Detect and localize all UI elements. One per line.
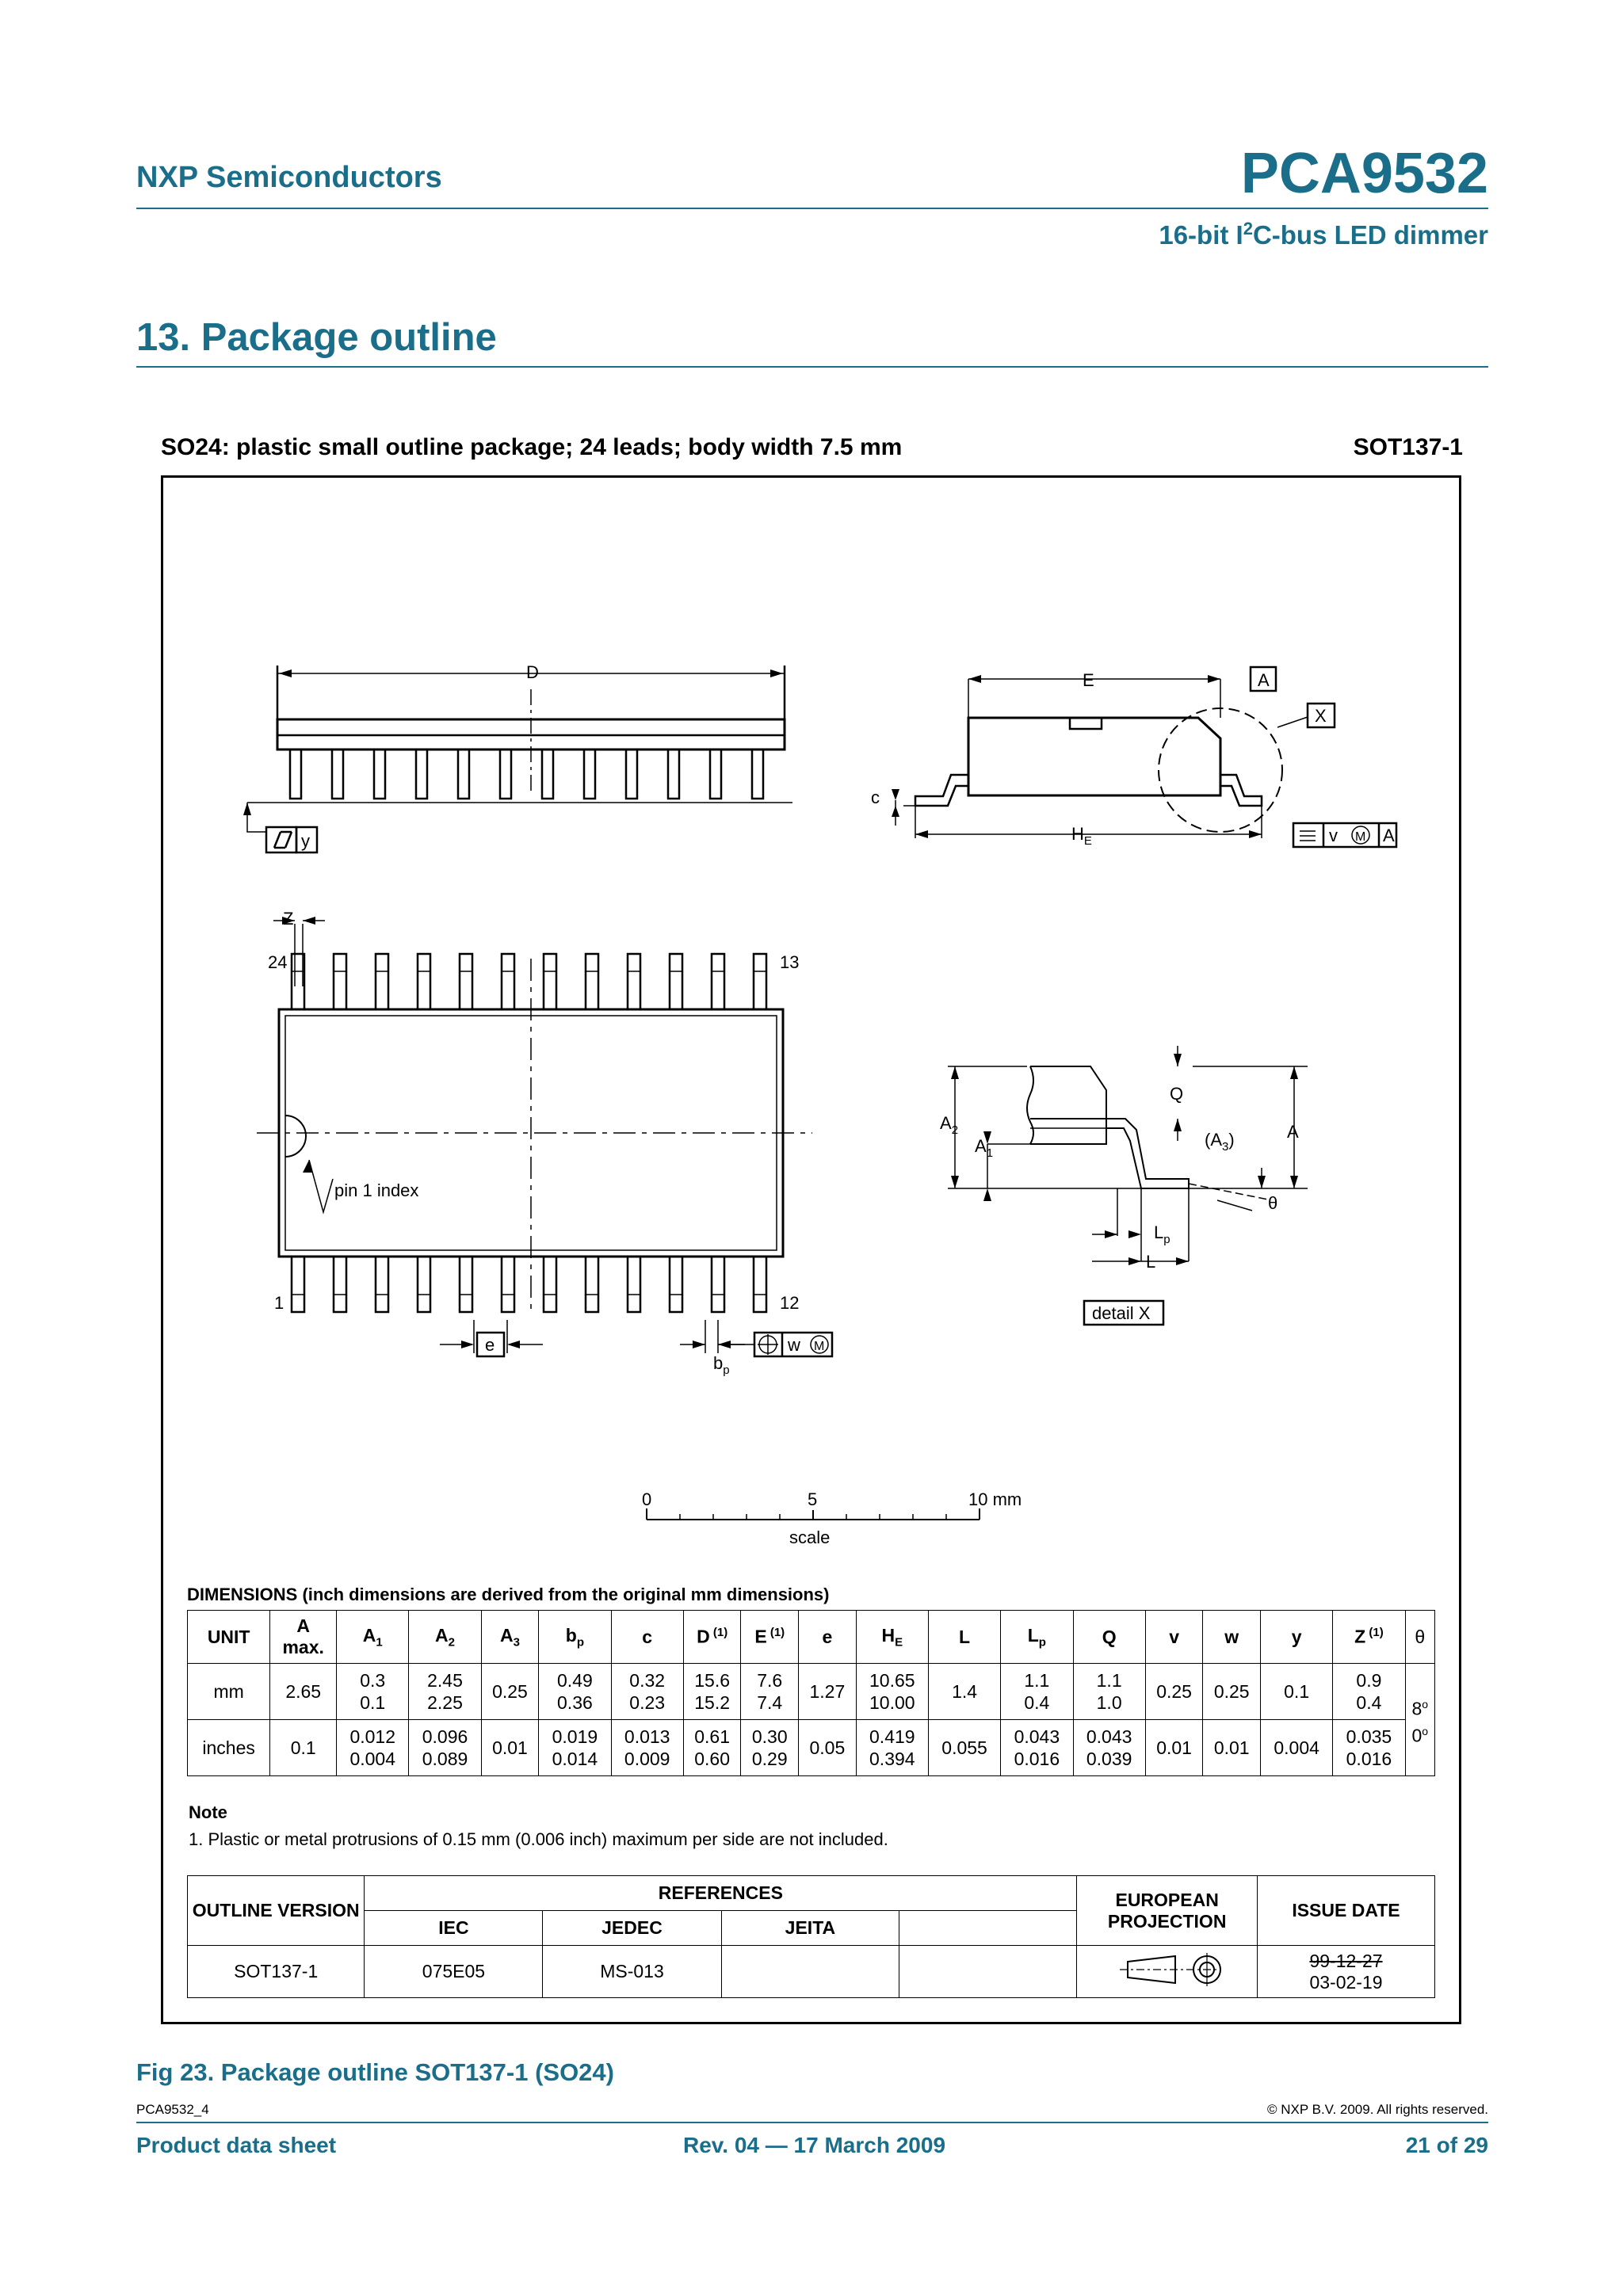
dim-cell: inches [188, 1720, 270, 1776]
section-title: 13. Package outline [136, 316, 497, 359]
label-c: c [871, 788, 880, 807]
first-angle-projection-icon [1088, 1950, 1247, 1989]
dim-cell: 0.01 [1145, 1720, 1203, 1776]
references-header: REFERENCES [365, 1876, 1077, 1911]
label-e: e [485, 1335, 495, 1355]
bottom-lead [544, 1257, 556, 1312]
bottom-lead [418, 1257, 430, 1312]
dim-header-cell: y [1261, 1611, 1333, 1664]
side-lead [416, 749, 427, 799]
dim-cell: 10.65 10.00 [856, 1664, 928, 1720]
scale-0: 0 [642, 1489, 652, 1509]
dim-cell: 2.45 2.25 [409, 1664, 481, 1720]
european-projection-header: EUROPEAN PROJECTION [1077, 1876, 1258, 1946]
jeita-header: JEITA [721, 1911, 899, 1946]
jedec-header: JEDEC [543, 1911, 721, 1946]
side-lead [584, 749, 595, 799]
label-L: L [1146, 1252, 1156, 1272]
label-A2: $A_2$ [940, 1113, 959, 1137]
label-pin1-index: pin 1 index [334, 1180, 419, 1200]
dim-cell: 0.01 [1203, 1720, 1261, 1776]
dim-cell-theta: 8$^o$ 0$^o$ [1405, 1664, 1434, 1776]
bottom-lead [586, 1257, 598, 1312]
dim-header-cell: D $^{(1)}$ [683, 1611, 741, 1664]
dim-cell: mm [188, 1664, 270, 1720]
dim-cell: 0.05 [799, 1720, 857, 1776]
iec-header: IEC [365, 1911, 543, 1946]
dim-header-cell: c [611, 1611, 683, 1664]
top-lead [334, 954, 346, 1009]
side-lead [710, 749, 721, 799]
bottom-lead [334, 1257, 346, 1312]
label-HE: $H_E$ [1071, 824, 1092, 848]
dim-cell: 0.32 0.23 [611, 1664, 683, 1720]
footer-rule [136, 2122, 1488, 2123]
dim-header-cell: $A_3$ [481, 1611, 539, 1664]
dim-cell: 0.013 0.009 [611, 1720, 683, 1776]
dim-cell: 7.6 7.4 [741, 1664, 799, 1720]
scale-5: 5 [808, 1489, 818, 1509]
note-text: 1. Plastic or metal protrusions of 0.15 mm (0.006 inch) maximum per side are not included. [189, 1829, 888, 1849]
revision: Rev. 04 — 17 March 2009 [683, 2133, 946, 2157]
dim-cell: 0.096 0.089 [409, 1720, 481, 1776]
label-detail-x: detail X [1092, 1303, 1151, 1323]
dimensions-row-mm [188, 1664, 1435, 1720]
references-table [187, 1875, 1435, 1998]
side-lead [290, 749, 301, 799]
page-number: 21 of 29 [1405, 2133, 1488, 2157]
dim-header-cell: A max. [270, 1611, 337, 1664]
top-lead [460, 954, 472, 1009]
bottom-lead [712, 1257, 724, 1312]
dim-cell: 1.4 [928, 1664, 1000, 1720]
bottom-lead [292, 1257, 304, 1312]
dimensions-caption: DIMENSIONS (inch dimensions are derived from the original mm dimensions) [187, 1585, 830, 1604]
dim-header-cell: E $^{(1)}$ [741, 1611, 799, 1664]
bottom-lead [754, 1257, 766, 1312]
bottom-lead [502, 1257, 514, 1312]
figure-caption: Fig 23. Package outline SOT137-1 (SO24) [136, 2058, 614, 2086]
dim-cell: 0.25 [481, 1664, 539, 1720]
package-code: SOT137-1 [1353, 434, 1463, 460]
dim-header-cell: v [1145, 1611, 1203, 1664]
top-view [257, 921, 832, 1356]
scale-10: 10 mm [968, 1489, 1022, 1509]
top-lead [712, 954, 724, 1009]
dim-cell: 15.6 15.2 [683, 1664, 741, 1720]
dim-cell: 2.65 [270, 1664, 337, 1720]
label-theta: θ [1268, 1193, 1278, 1213]
dim-cell: 0.30 0.29 [741, 1720, 799, 1776]
side-lead [668, 749, 679, 799]
copyright: © NXP B.V. 2009. All rights reserved. [1266, 2102, 1488, 2117]
top-lead [544, 954, 556, 1009]
dim-header-cell: $L_p$ [1001, 1611, 1073, 1664]
dim-header-cell: $A_1$ [337, 1611, 409, 1664]
dim-header-cell: $H_E$ [856, 1611, 928, 1664]
issue-date-value: 99-12-27 03-02-19 [1258, 1946, 1435, 1998]
projection-symbol [1077, 1946, 1258, 1998]
package-title: SO24: plastic small outline package; 24 leads; body width 7.5 mm [161, 434, 903, 460]
dim-cell: 0.012 0.004 [337, 1720, 409, 1776]
top-lead [670, 954, 682, 1009]
label-E: E [1083, 670, 1094, 690]
scale-label: scale [789, 1527, 831, 1547]
dim-header-cell: Z $^{(1)}$ [1333, 1611, 1405, 1664]
label-A1: $A_1$ [975, 1136, 994, 1160]
bottom-lead [460, 1257, 472, 1312]
dim-cell: 0.49 0.36 [539, 1664, 611, 1720]
dim-header-cell: UNIT [188, 1611, 270, 1664]
label-Lp: $L_p$ [1154, 1222, 1170, 1246]
dim-cell: 0.043 0.016 [1001, 1720, 1073, 1776]
top-lead [628, 954, 640, 1009]
side-lead [374, 749, 385, 799]
scale-bar [647, 1508, 980, 1520]
dim-header-cell: L [928, 1611, 1000, 1664]
top-lead [418, 954, 430, 1009]
iec-value: 075E05 [365, 1946, 543, 1998]
side-lead [332, 749, 343, 799]
dim-header-cell: $b_p$ [539, 1611, 611, 1664]
dim-cell: 0.61 0.60 [683, 1720, 741, 1776]
label-X: X [1315, 706, 1327, 726]
doc-type: Product data sheet [136, 2133, 337, 2157]
label-Q: Q [1170, 1084, 1184, 1104]
part-number: PCA9532 [1240, 142, 1488, 205]
label-M-1: M [1355, 830, 1366, 844]
label-A3: $(A_3)$ [1205, 1130, 1235, 1154]
label-Z: Z [283, 909, 294, 929]
side-lead [542, 749, 553, 799]
dim-cell: 0.043 0.039 [1073, 1720, 1145, 1776]
label-A-height: A [1287, 1122, 1299, 1142]
bottom-lead [670, 1257, 682, 1312]
label-D: D [526, 662, 539, 682]
dim-cell: 0.25 [1145, 1664, 1203, 1720]
device-subtitle: 16-bit $I^2C$-bus LED dimmer [1159, 219, 1488, 250]
top-lead [502, 954, 514, 1009]
dim-cell: 0.055 [928, 1720, 1000, 1776]
dim-header-cell: w [1203, 1611, 1261, 1664]
jeita-value [721, 1946, 899, 1998]
dim-header-cell: Q [1073, 1611, 1145, 1664]
company-name: NXP Semiconductors [136, 161, 442, 194]
dim-cell: 0.019 0.014 [539, 1720, 611, 1776]
dim-cell: 1.27 [799, 1664, 857, 1720]
bottom-lead [376, 1257, 388, 1312]
dimensions-table [187, 1610, 1435, 1776]
dimensions-header-row [188, 1611, 1435, 1664]
dim-cell: 0.3 0.1 [337, 1664, 409, 1720]
label-pin-24: 24 [268, 952, 288, 972]
detail-x-view [948, 1046, 1308, 1325]
side-lead [458, 749, 469, 799]
label-y: y [301, 831, 310, 851]
dim-cell: 0.004 [1261, 1720, 1333, 1776]
side-lead [752, 749, 763, 799]
label-M-2: M [814, 1340, 825, 1353]
bottom-lead [628, 1257, 640, 1312]
outline-version-value: SOT137-1 [188, 1946, 365, 1998]
top-lead [376, 954, 388, 1009]
side-lead [626, 749, 637, 799]
dimensions-row-inches [188, 1720, 1435, 1776]
label-v: v [1329, 826, 1338, 845]
top-lead [586, 954, 598, 1009]
issue-date-header: ISSUE DATE [1258, 1876, 1435, 1946]
dim-cell: 0.035 0.016 [1333, 1720, 1405, 1776]
label-A-datum: A [1258, 670, 1270, 690]
label-A-ref: A [1383, 826, 1395, 845]
doc-id: PCA9532_4 [136, 2102, 209, 2117]
side-lead [500, 749, 511, 799]
dim-cell: 0.1 [270, 1720, 337, 1776]
dim-cell: 0.1 [1261, 1664, 1333, 1720]
dim-header-cell: θ [1405, 1611, 1434, 1664]
dim-cell: 1.1 0.4 [1001, 1664, 1073, 1720]
label-pin-1: 1 [274, 1293, 285, 1313]
dim-header-cell: $A_2$ [409, 1611, 481, 1664]
dim-cell: 1.1 1.0 [1073, 1664, 1145, 1720]
top-lead [754, 954, 766, 1009]
label-pin-13: 13 [780, 952, 800, 972]
dim-header-cell: e [799, 1611, 857, 1664]
dim-cell: 0.419 0.394 [856, 1720, 928, 1776]
dim-cell: 0.25 [1203, 1664, 1261, 1720]
dim-cell: 0.9 0.4 [1333, 1664, 1405, 1720]
note-heading: Note [189, 1802, 227, 1822]
label-pin-12: 12 [780, 1293, 800, 1313]
outline-version-header: OUTLINE VERSION [188, 1876, 365, 1946]
label-w: w [788, 1335, 800, 1355]
label-bp: $b_p$ [713, 1353, 730, 1377]
end-view [896, 667, 1396, 847]
dim-cell: 0.01 [481, 1720, 539, 1776]
jedec-value: MS-013 [543, 1946, 721, 1998]
side-view [247, 666, 792, 852]
